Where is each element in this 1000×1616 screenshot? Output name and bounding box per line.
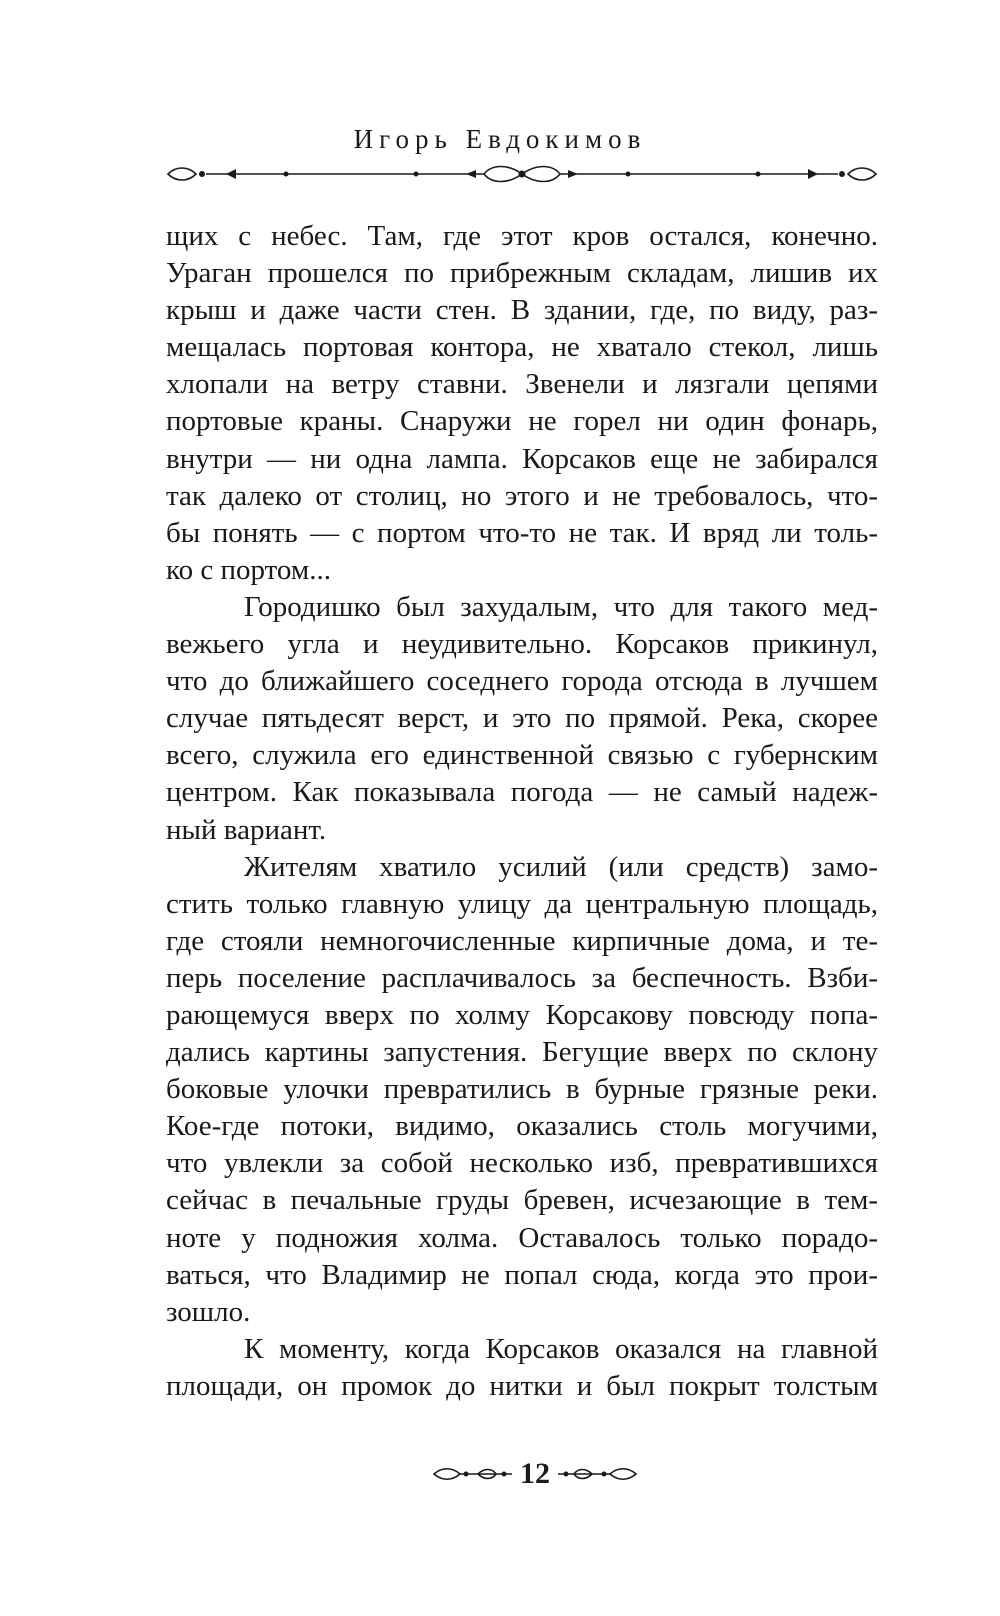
text-line: портовые краны. Снаружи не горел ни один фонарь, <box>166 405 878 438</box>
text-line: боковые улочки превратились в бурные грязные реки. <box>166 1073 878 1106</box>
text-line: Ураган прошелся по прибрежным складам, лишив их <box>166 257 878 290</box>
text-line: ваться, что Владимир не попал сюда, когда это прои- <box>166 1258 878 1291</box>
running-head-title: Игорь Евдокимов <box>353 124 647 154</box>
text-line: рающемуся вверх по холму Корсакову повсюду попа- <box>166 998 878 1031</box>
text-line: мещалась портовая контора, не хватало стекол, лишь <box>166 331 878 364</box>
body-text <box>166 218 878 1405</box>
decorative-flourish-divider-icon <box>166 160 878 188</box>
text-line: хлопали на ветру ставни. Звенели и лязгали цепями <box>166 368 878 401</box>
text-line: площади, он промок до нитки и был покрыт толстым <box>166 1369 878 1402</box>
page-number: 12 <box>520 1457 550 1490</box>
text-line: перь поселение расплачивалось за беспечность. Взби- <box>166 961 878 994</box>
decorative-flourish-icon <box>432 1464 514 1484</box>
text-line: стить только главную улицу да центральную площадь, <box>166 887 878 920</box>
text-line: зошло. <box>166 1295 251 1328</box>
text-line: щих с небес. Там, где этот кров остался, конечно. <box>166 220 878 252</box>
text-line: Жителям хватило усилий (или средств) замо- <box>244 850 878 883</box>
text-line: ный вариант. <box>166 813 327 846</box>
text-line: так далеко от столиц, но этого и не требовалось, что- <box>166 479 878 512</box>
text-line: внутри — ни одна лампа. Корсаков еще не забирался <box>166 442 878 475</box>
text-line: К моменту, когда Корсаков оказался на главной <box>244 1332 878 1365</box>
text-line: дались картины запустения. Бегущие вверх по склону <box>166 1036 878 1069</box>
text-line: центром. Как показывала погода — не самый надеж- <box>166 776 878 809</box>
text-line: что увлекли за собой несколько изб, превратившихся <box>166 1147 878 1180</box>
text-line: что до ближайшего соседнего города отсюда в лучшем <box>166 665 878 698</box>
text-line: крыш и даже части стен. В здании, где, по виду, раз- <box>166 294 878 327</box>
text-line: бы понять — с портом что-то не так. И вряд ли толь- <box>166 516 878 549</box>
text-line: случае пятьдесят верст, и это по прямой. Река, скорее <box>166 702 878 735</box>
text-line: Кое-где потоки, видимо, оказались столь могучими, <box>166 1110 878 1143</box>
text-line: вежьего угла и неудивительно. Корсаков прикинул, <box>166 628 878 661</box>
text-line: где стояли немногочисленные кирпичные дома, и те- <box>166 924 878 957</box>
text-line: ноте у подножия холма. Оставалось только порадо- <box>166 1221 878 1254</box>
text-line: сейчас в печальные груды бревен, исчезающие в тем- <box>166 1184 878 1217</box>
decorative-flourish-icon <box>556 1464 638 1484</box>
text-line: ко с портом... <box>166 553 331 586</box>
text-line: всего, служила его единственной связью с губернским <box>166 739 878 772</box>
text-line: Городишко был захудалым, что для такого мед- <box>244 590 878 623</box>
page-footer <box>0 1454 1000 1494</box>
